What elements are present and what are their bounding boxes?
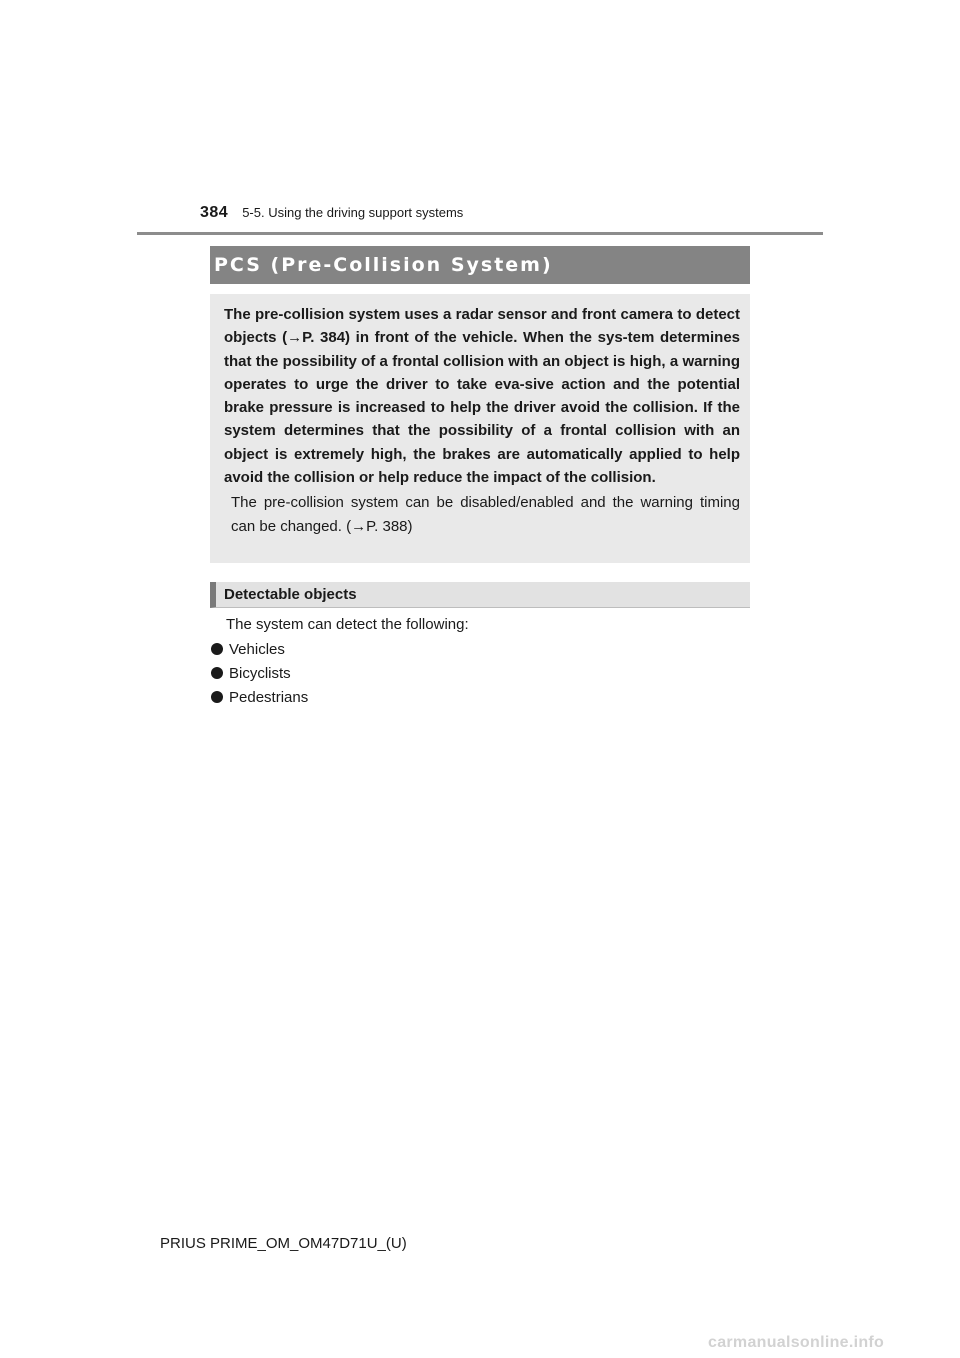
bullet-icon [211,691,223,703]
list-item [211,661,308,685]
list-item-label: Vehicles [229,640,285,658]
bullet-icon [211,643,223,655]
watermark-text: carmanualsonline.info [708,1334,885,1351]
page-number: 384 [200,204,229,221]
section-title-bar [210,246,750,284]
subsection-heading-bar [210,582,750,608]
document-footer: PRIUS PRIME_OM_OM47D71U_(U) [160,1235,407,1252]
subsection-heading: Detectable objects [224,586,357,603]
list-item-label: Bicyclists [229,664,291,682]
bullet-icon [211,667,223,679]
detectable-objects-list [211,637,308,709]
intro-note: The pre-collision system can be disabled/enabled and the warning timing can be changed. (→P. 388) [231,494,740,535]
intro-description: The pre-collision system uses a radar sensor and front camera to detect objects (→P. 384) in front of the vehicle. When the sys-tem determines that the possibility of a frontal collision with an object is high, a warning operates to urge the driver to take eva-sive action and the potential brake pressure is increased to help the driver avoid the collision. If the system determines that the possibility of a frontal collision with an object is extremely high, the brakes are automatically applied to help avoid the collision or help reduce the impact of the collision. [224,306,740,487]
intro-box [210,294,750,563]
list-item-label: Pedestrians [229,688,309,706]
section-title: PCS (Pre-Collision System) [214,254,553,276]
header-divider [137,232,823,235]
page-header [200,204,463,228]
list-item [211,685,308,709]
section-path: 5-5. Using the driving support systems [242,205,464,220]
detectable-lead-text: The system can detect the following: [226,616,469,633]
list-item [211,637,308,661]
